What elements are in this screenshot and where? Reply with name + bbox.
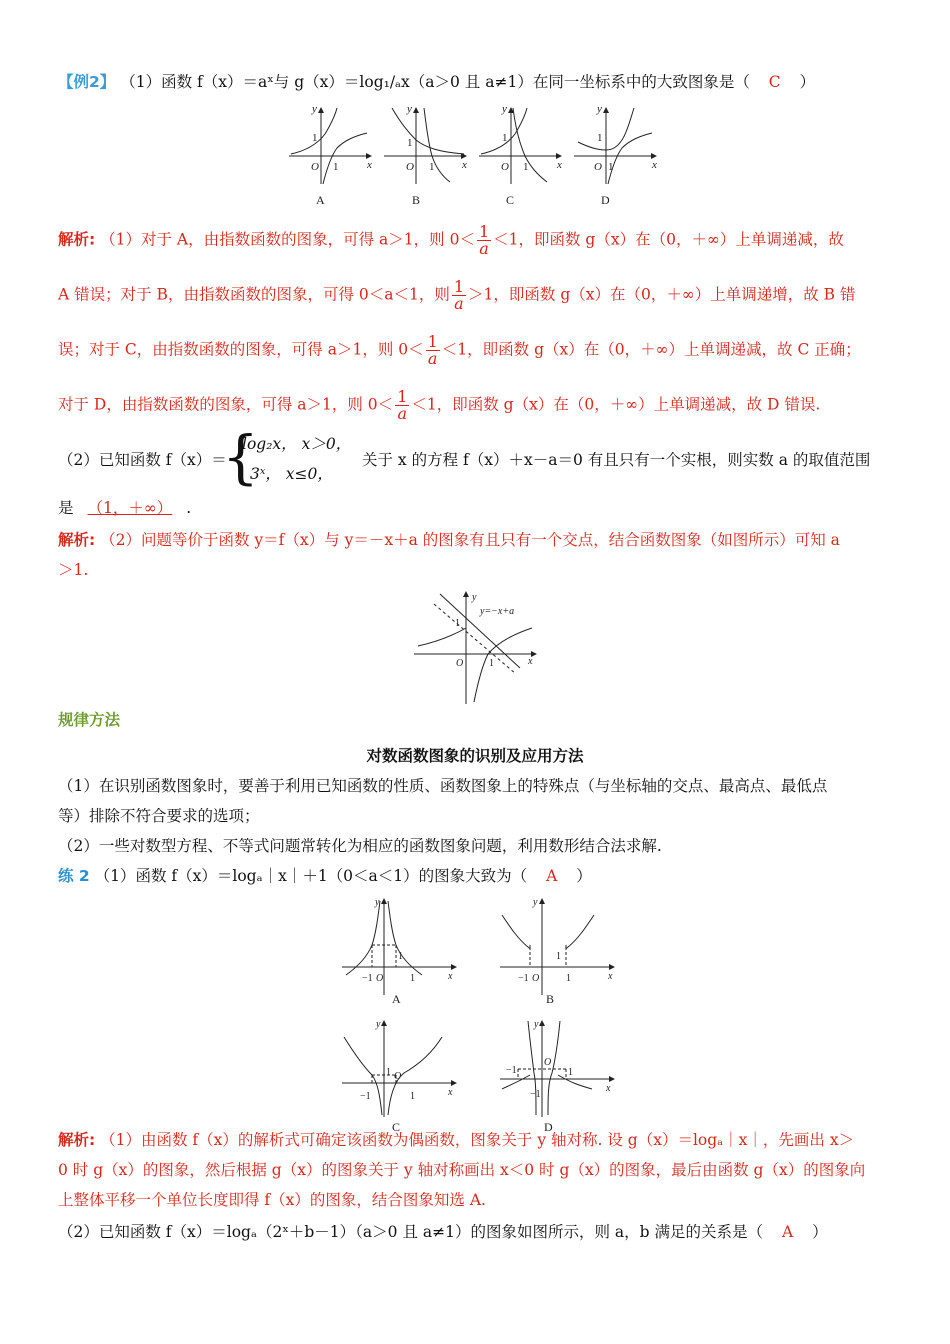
svg-text:x: x [557,159,562,171]
svg-text:O: O [376,973,384,984]
svg-text:1: 1 [410,1091,415,1102]
practice-graph-c [342,1019,456,1134]
svg-text:1: 1 [556,951,561,962]
svg-text:y: y [375,897,380,908]
analysis1-line2 [58,279,856,312]
question-text: （2）已知函数 f（x）＝logₐ（2ˣ＋b－1）（a＞0 且 a≠1）的图象如图所示，则 a，b 满足的关系是（ [58,1223,763,1241]
question-text: （1）函数 f（x）＝logₐ｜x｜＋1（0＜a＜1）的图象大致为（ [94,867,528,885]
analysis-text: （2）问题等价于函数 y＝f（x）与 y＝－x＋a 的图象有且只有一个交点，结合函数图象（如图所示）可知 a [100,531,840,549]
practice-tag: 练 2 [58,867,90,885]
practice2-options-figure [338,895,613,1134]
graph-c [479,103,562,207]
svg-text:−1: −1 [518,973,529,984]
practice2-question1 [58,866,592,886]
fraction-1-over-a: $\frac{1}{a}$ [453,277,465,313]
svg-text:y: y [597,103,602,115]
example2-question1 [58,72,815,92]
example2-options-figure [285,104,665,212]
method-p2: （2）一些对数型方程、不等式问题常转化为相应的函数图象问题，利用数形结合法求解. [58,837,662,855]
analysis2-line2: ＞1. [58,561,89,579]
practice-graph-a [342,897,456,1006]
svg-text:y: y [407,103,412,115]
practice-analysis-line1 [58,1130,854,1150]
question-text: . [186,499,192,517]
analysis1-line1 [58,224,844,257]
svg-text:y: y [502,103,507,115]
svg-text:x: x [652,159,657,171]
paren-close: ） [799,73,816,91]
analysis1-line4 [58,389,820,422]
svg-text:y: y [534,1019,539,1030]
svg-text:O: O [501,161,509,173]
method-tag: 规律方法 [58,711,121,729]
practice-analysis-line2: 0 时 g（x）的图象，然后根据 g（x）的图象关于 y 轴对称画出 x＜0 时 g（x）的图象，最后由函数 g（x）的图象向 [58,1161,866,1179]
svg-text:−1: −1 [506,1065,517,1076]
piecewise-case1: log₂x， x＞0， [242,435,352,453]
svg-text:x: x [448,1087,453,1098]
analysis2-line1 [58,530,840,550]
graph-a-label: A [316,193,325,207]
analysis-text: ＞1，即函数 g（x）在（0，＋∞）上单调递增，故 B 错 [468,285,856,304]
analysis-tag: 解析: [58,1131,96,1149]
svg-text:y: y [376,1019,381,1030]
svg-text:x: x [528,656,533,667]
practice-graph-b [500,897,614,1006]
svg-text:1: 1 [386,1067,391,1078]
graph-d [574,103,657,207]
analysis-tag: 解析: [58,230,96,249]
svg-text:1: 1 [333,161,339,173]
svg-text:O: O [544,1057,552,1068]
svg-text:x: x [462,159,467,171]
svg-text:y: y [533,897,538,908]
analysis-text: ＜1，即函数 g（x）在（0，＋∞）上单调递减，故 D 错误. [411,395,821,414]
question-text: （1）函数 f（x）＝aˣ与 g（x）＝log₁/ₐx（a＞0 且 a≠1）在同一坐标系中的大致图象是（ [120,73,750,91]
practice-graph-d [500,1019,614,1134]
svg-text:1: 1 [429,161,435,173]
svg-text:1: 1 [523,161,529,173]
analysis-tag: 解析: [58,531,96,549]
graph-a [289,103,372,207]
svg-text:1: 1 [489,658,494,669]
graph-c-label: C [506,193,515,207]
analysis-text: 对于 D，由指数函数的图象，可得 a＞1，则 0＜ [58,395,394,414]
method-title: 对数函数图象的识别及应用方法 [366,747,584,765]
svg-text:O: O [456,658,464,669]
analysis-text: 误；对于 C，由指数函数的图象，可得 a＞1，则 0＜ [58,340,424,359]
answer-blank: （1，＋∞） [87,499,173,517]
svg-text:O: O [406,161,414,173]
piecewise-brace: { [222,423,259,491]
analysis-text: ＜1，即函数 g（x）在（0，＋∞）上单调递减，故 C 正确； [441,340,861,359]
line-label: y=−x+a [480,606,515,617]
fraction-1-over-a: $\frac{1}{a}$ [427,332,438,368]
svg-text:−1: −1 [530,1089,541,1100]
svg-text:1: 1 [597,132,603,144]
graph-b [384,103,467,207]
question-text: （2）已知函数 f（x）＝ [58,451,227,469]
svg-text:−1: −1 [360,1091,371,1102]
answer-choice: C [768,73,781,91]
svg-text:O: O [532,973,540,984]
piecewise-case2: 3ˣ， x≤0， [250,465,333,483]
svg-text:1: 1 [608,161,614,173]
question-text: 是 [58,499,74,517]
svg-text:1: 1 [568,1067,573,1078]
svg-text:1: 1 [502,132,508,144]
svg-text:x: x [608,971,613,982]
practice2-question2 [58,1222,828,1242]
example2-question2-line2 [58,498,191,518]
analysis-text: A 错误；对于 B，由指数函数的图象，可得 0＜a＜1，则 [58,285,450,304]
practice-graph-c-label: C [392,1120,401,1134]
svg-text:1: 1 [312,132,318,144]
example2-question2-prefix [58,450,227,470]
fraction-1-over-a: $\frac{1}{a}$ [478,222,490,258]
paren-close: ） [576,867,592,885]
practice-graph-a-label: A [392,992,401,1006]
graph-d-label: D [601,193,610,207]
analysis-text: ＜1，即函数 g（x）在（0，＋∞）上单调递减，故 [493,230,844,249]
svg-text:O: O [311,161,319,173]
answer-choice: A [546,867,558,885]
practice-analysis-line3: 上整体平移一个单位长度即得 f（x）的图象，结合图象知选 A. [58,1191,486,1209]
method-p1-line2: 等）排除不符合要求的选项； [58,807,260,825]
analysis2-figure [412,588,542,706]
paren-close: ） [812,1223,828,1241]
svg-text:x: x [448,971,453,982]
example-tag: 【例2】 [58,73,116,91]
svg-text:y: y [472,592,477,603]
graph-b-label: B [412,193,421,207]
svg-text:x: x [606,1083,611,1094]
svg-text:x: x [367,159,372,171]
svg-text:1: 1 [566,973,571,984]
method-p1-line1: （1）在识别函数图象时，要善于利用已知函数的性质、函数图象上的特殊点（与坐标轴的交点、最高点、最低点 [58,777,828,795]
svg-text:1: 1 [407,137,413,149]
analysis-text: （1）对于 A，由指数函数的图象，可得 a＞1，则 0＜ [100,230,475,249]
practice-graph-b-label: B [546,992,555,1006]
analysis1-line3 [58,334,861,367]
svg-text:O: O [594,161,602,173]
answer-choice: A [781,1223,794,1241]
svg-text:1: 1 [398,951,403,962]
svg-text:y: y [312,103,317,115]
analysis-text: （1）由函数 f（x）的解析式可确定该函数为偶函数，图象关于 y 轴对称. 设 g（x）＝logₐ｜x｜，先画出 x＞ [100,1131,855,1149]
method-heading [58,710,120,730]
example2-question2-suffix: 关于 x 的方程 f（x）＋x－a＝0 有且只有一个实根，则实数 a 的取值范围 [362,451,871,469]
svg-text:−1: −1 [362,973,373,984]
practice-graph-d-label: D [544,1120,553,1134]
svg-text:O: O [394,1071,402,1082]
svg-text:1: 1 [410,973,415,984]
svg-text:1: 1 [455,618,460,629]
fraction-1-over-a: $\frac{1}{a}$ [397,387,408,423]
